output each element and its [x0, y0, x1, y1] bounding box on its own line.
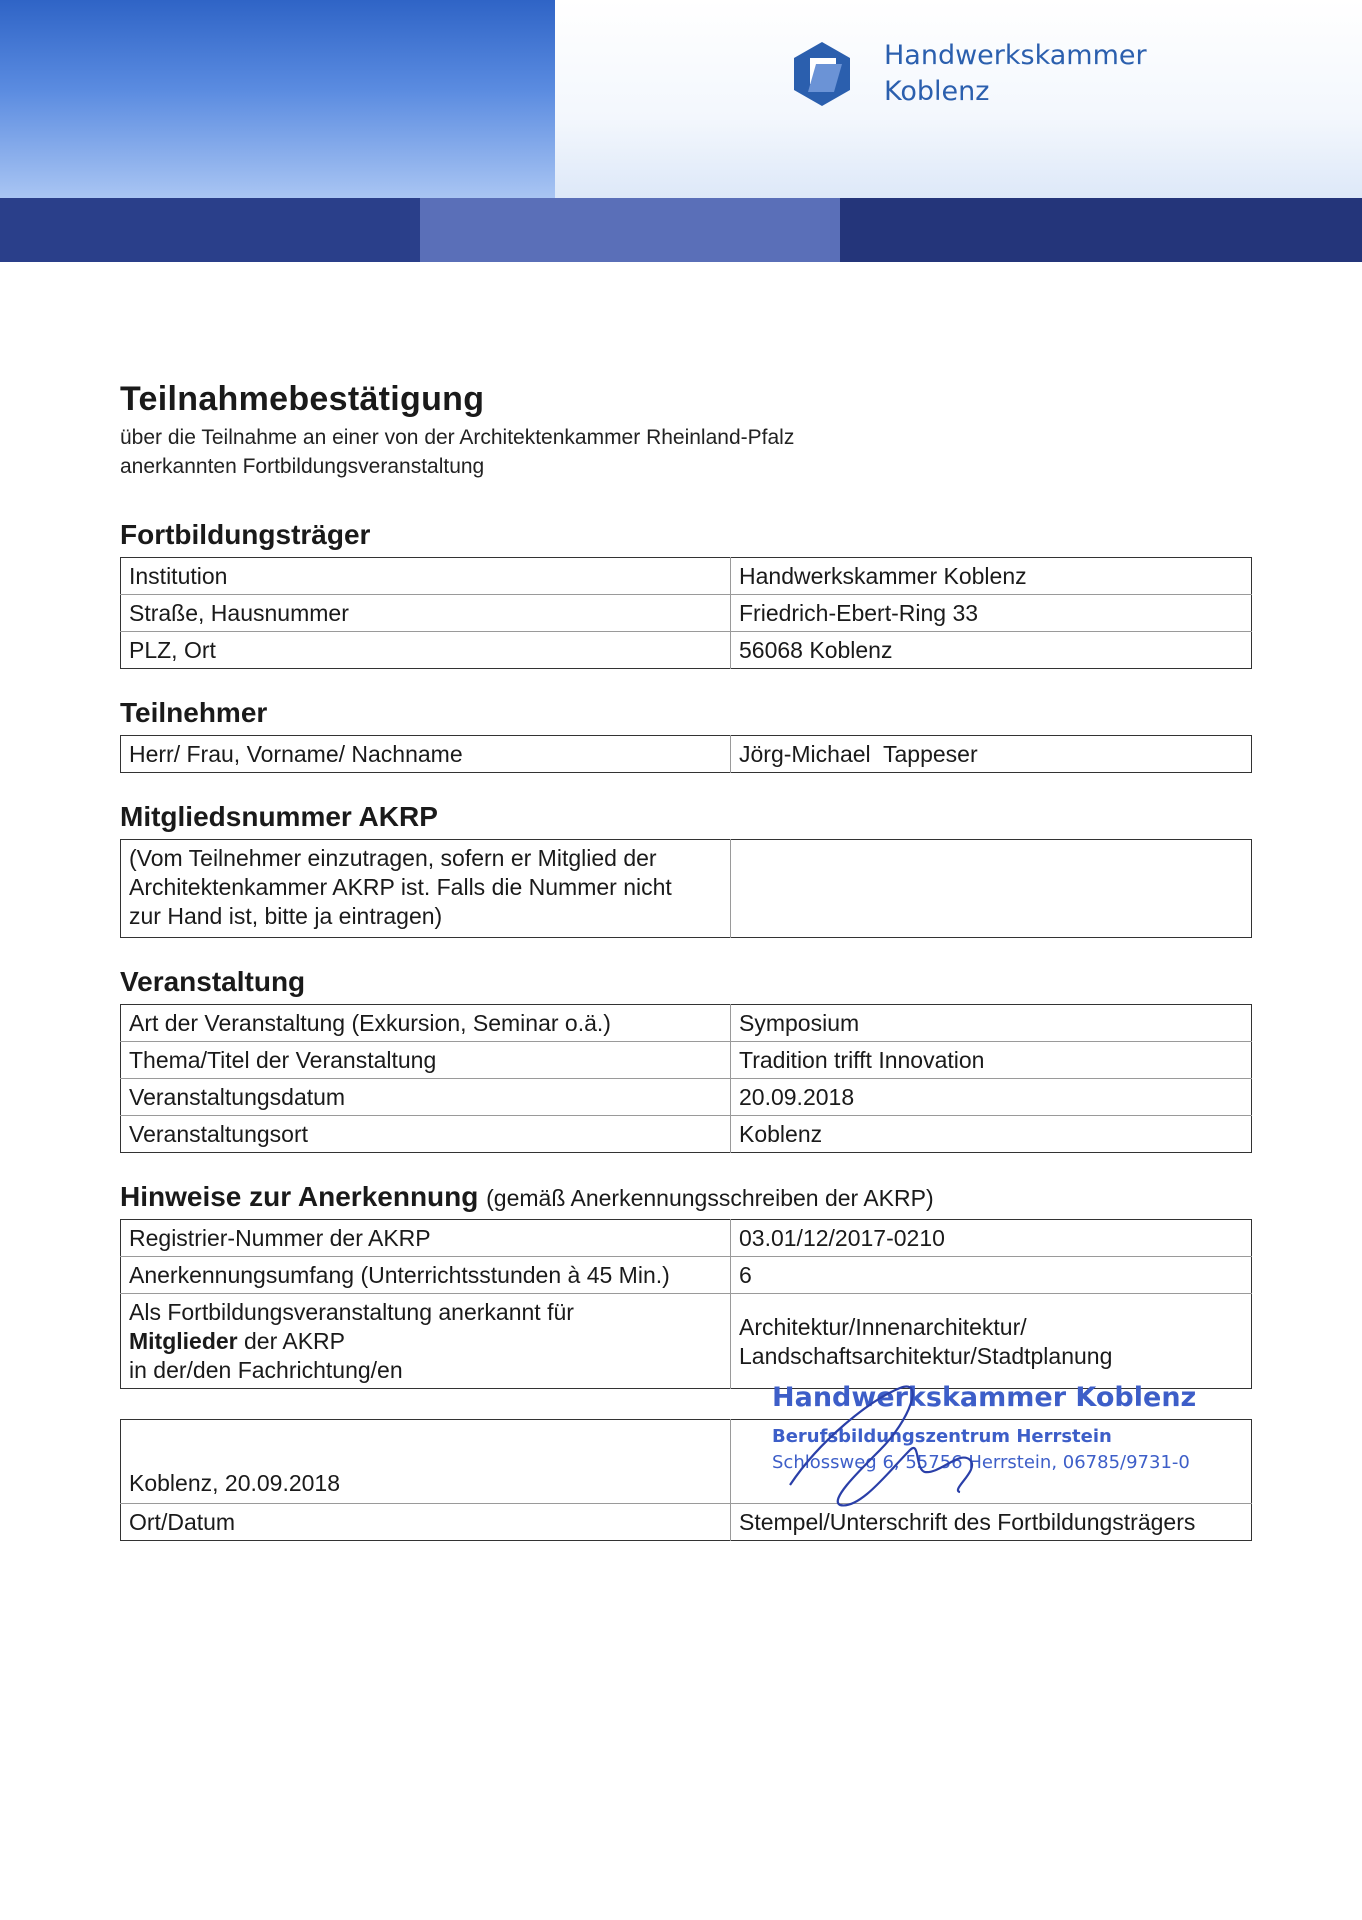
- chamber-name: Handwerkskammer Koblenz: [884, 40, 1147, 107]
- cell-value: Tradition trifft Innovation: [731, 1042, 1252, 1079]
- cell-value: Friedrich-Ebert-Ring 33: [731, 595, 1252, 632]
- cell-label: Institution: [121, 558, 731, 595]
- cell-label: Straße, Hausnummer: [121, 595, 731, 632]
- cell-label: Herr/ Frau, Vorname/ Nachname: [121, 736, 731, 773]
- table-row: [121, 1042, 1252, 1079]
- section-heading-hinweise: Hinweise zur Anerkennung (gemäß Anerkennungsschreiben der AKRP): [120, 1181, 934, 1212]
- cell-label: Art der Veranstaltung (Exkursion, Seminar o.ä.): [121, 1005, 731, 1042]
- participant-name: Jörg-Michael Tappeser: [739, 740, 978, 767]
- table-row: [121, 840, 1252, 938]
- section-heading-teilnehmer: Teilnehmer: [120, 697, 268, 728]
- cell-value: Architektur/Innenarchitektur/ Landschaftsarchitektur/Stadtplanung: [739, 1313, 1113, 1369]
- table-row: [121, 1420, 1252, 1504]
- cell-label: (Vom Teilnehmer einzutragen, sofern er Mitglied der Architektenkammer AKRP ist. Falls die Nummer nicht zur Hand ist, bitte ja eintragen): [121, 840, 731, 938]
- table-row: [121, 1294, 1252, 1389]
- table-row: [121, 1116, 1252, 1153]
- section-heading-mitglied: Mitgliedsnummer AKRP: [120, 801, 438, 832]
- cell-label: Stempel/Unterschrift des Fortbildungsträgers: [739, 1508, 1196, 1535]
- section-heading-traeger: Fortbildungsträger: [120, 519, 371, 550]
- membership-number-field[interactable]: [731, 840, 1252, 938]
- cell-value: 6: [731, 1257, 1252, 1294]
- table-row: [121, 1257, 1252, 1294]
- cell-value: 56068 Koblenz: [739, 636, 893, 663]
- chamber-logo-icon: [790, 40, 854, 110]
- cell-value: 03.01/12/2017-0210: [731, 1220, 1252, 1257]
- table-row: [121, 558, 1252, 595]
- stamp-line: Handwerkskammer Koblenz: [772, 1382, 1197, 1413]
- document-subtitle: über die Teilnahme an einer von der Architektenkammer Rheinland-Pfalz anerkannten Fortbildungsveranstaltung: [120, 426, 795, 478]
- cell-label: PLZ, Ort: [121, 632, 731, 669]
- table-row: [121, 1220, 1252, 1257]
- cell-label: Veranstaltungsort: [121, 1116, 731, 1153]
- section-heading-note: (gemäß Anerkennungsschreiben der AKRP): [486, 1185, 934, 1211]
- table-row: [121, 1005, 1252, 1042]
- header-blue-band: [0, 0, 555, 198]
- teilnehmer-table: [120, 735, 1252, 773]
- document-title: Teilnahmebestätigung: [120, 380, 485, 418]
- document-body: [120, 380, 1252, 1541]
- table-row: [121, 595, 1252, 632]
- stamp-line: Schlossweg 6, 55756 Herrstein, 06785/9731-0: [772, 1452, 1190, 1473]
- cell-value: Handwerkskammer Koblenz: [731, 558, 1252, 595]
- letterhead: [0, 0, 1362, 262]
- table-row: [121, 632, 1252, 669]
- traeger-table: [120, 557, 1252, 669]
- place-date: Koblenz, 20.09.2018: [121, 1420, 731, 1504]
- cell-value: Koblenz: [739, 1120, 823, 1147]
- cell-label: Als Fortbildungsveranstaltung anerkannt für Mitglieder der AKRP in der/den Fachrichtung/en: [121, 1294, 731, 1389]
- cell-label: Thema/Titel der Veranstaltung: [121, 1042, 731, 1079]
- table-row: [121, 736, 1252, 773]
- table-row: [121, 1079, 1252, 1116]
- veranstaltung-table: [120, 1004, 1252, 1153]
- signature-table: [120, 1419, 1252, 1541]
- stamp-line: Berufsbildungszentrum Herrstein: [772, 1426, 1112, 1447]
- section-heading-veranstaltung: Veranstaltung: [120, 966, 306, 997]
- cell-label: Anerkennungsumfang (Unterrichtsstunden à 45 Min.): [121, 1257, 731, 1294]
- hinweise-table: [120, 1219, 1252, 1389]
- signature-field: [731, 1420, 1252, 1504]
- cell-label: Ort/Datum: [121, 1504, 731, 1541]
- cell-label: Veranstaltungsdatum: [121, 1079, 731, 1116]
- table-row: [121, 1504, 1252, 1541]
- cell-label: Registrier-Nummer der AKRP: [121, 1220, 731, 1257]
- cell-value: 20.09.2018: [731, 1079, 1252, 1116]
- header-color-strip: [0, 198, 1362, 262]
- cell-value: Symposium: [731, 1005, 1252, 1042]
- mitglied-table: [120, 839, 1252, 938]
